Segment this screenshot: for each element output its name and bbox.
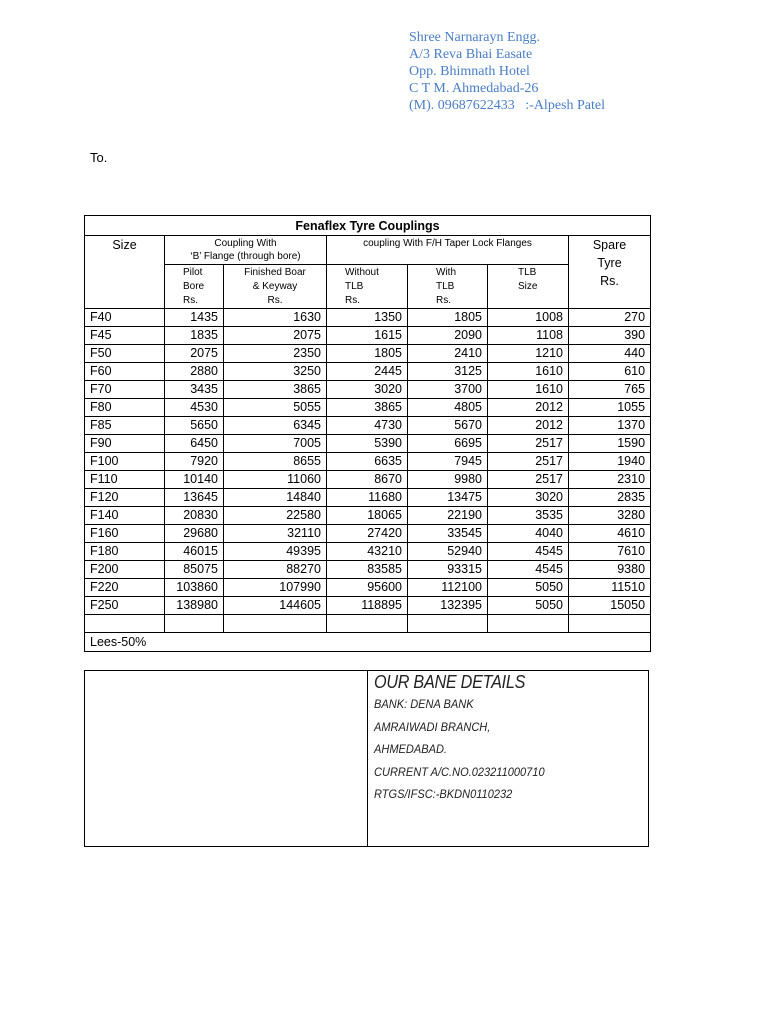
sender-line: (M). 09687622433 :-Alpesh Patel [409,98,605,113]
spare-tyre-header [569,236,651,309]
price-cell: 7945 [408,453,488,471]
size-cell: F180 [85,543,165,561]
size-cell: F110 [85,471,165,489]
bank-details-heading: OUR BANE DETAILS [374,672,526,692]
price-cell: 95600 [327,579,408,597]
size-cell: F70 [85,381,165,399]
price-cell: 8670 [327,471,408,489]
table-row [85,399,651,417]
tlb-size-header [488,265,569,309]
price-cell: 3865 [224,381,327,399]
price-cell: 33545 [408,525,488,543]
sub-header-line: Rs. [436,295,451,306]
to-label: To. [90,150,108,165]
bank-detail-line: AMRAIWADI BRANCH, [374,719,491,734]
price-cell: 4545 [488,543,569,561]
price-cell: 3020 [488,489,569,507]
price-cell: 144605 [224,597,327,615]
finished-boar-header [224,265,327,309]
price-cell: 83585 [327,561,408,579]
bank-box-divider [367,671,368,846]
size-cell: F160 [85,525,165,543]
size-cell: F85 [85,417,165,435]
spare-header-line: Spare [592,238,627,252]
price-cell: 20830 [165,507,224,525]
price-cell: 11510 [569,579,651,597]
price-cell: 52940 [408,543,488,561]
price-cell: 1210 [488,345,569,363]
price-cell: 610 [569,363,651,381]
bank-details [374,671,644,806]
price-cell: 49395 [224,543,327,561]
price-cell: 2012 [488,399,569,417]
price-cell: 43210 [327,543,408,561]
price-cell: 1630 [224,309,327,327]
table-row [85,345,651,363]
price-cell: 132395 [408,597,488,615]
size-cell: F250 [85,597,165,615]
bank-box [84,670,649,847]
price-cell: 6635 [327,453,408,471]
price-cell: 93315 [408,561,488,579]
b-flange-header-line1: Coupling With [214,238,277,249]
price-cell: 7920 [165,453,224,471]
price-cell: 32110 [224,525,327,543]
price-rows [85,309,651,615]
price-cell: 3020 [327,381,408,399]
price-cell: 4530 [165,399,224,417]
price-cell: 2310 [569,471,651,489]
price-cell: 7610 [569,543,651,561]
price-cell: 6345 [224,417,327,435]
price-cell: 765 [569,381,651,399]
spare-header-line: Tyre [597,256,622,270]
price-cell: 14840 [224,489,327,507]
price-cell: 1610 [488,381,569,399]
price-cell: 9980 [408,471,488,489]
bank-detail-line: AHMEDABAD. [374,742,448,756]
price-cell: 22580 [224,507,327,525]
sub-header-line: Size [518,281,538,292]
price-cell: 10140 [165,471,224,489]
bank-detail-line: BANK: DENA BANK [374,697,474,711]
table-row [85,579,651,597]
price-cell: 15050 [569,597,651,615]
price-cell: 3250 [224,363,327,381]
table-row [85,489,651,507]
price-cell: 1590 [569,435,651,453]
price-cell: 11680 [327,489,408,507]
sender-line: C T M. Ahmedabad-26 [409,81,539,96]
taper-lock-header: coupling With F/H Taper Lock Flanges [327,236,569,265]
price-cell: 85075 [165,561,224,579]
sub-header-line: & Keyway [252,281,298,292]
price-cell: 2012 [488,417,569,435]
price-cell: 112100 [408,579,488,597]
sub-header-line: TLB [345,281,364,292]
price-cell: 2410 [408,345,488,363]
price-cell: 13475 [408,489,488,507]
price-cell: 4040 [488,525,569,543]
sub-header-line: Bore [183,281,205,292]
price-cell: 3280 [569,507,651,525]
price-cell: 3535 [488,507,569,525]
size-cell: F80 [85,399,165,417]
price-cell: 1805 [327,345,408,363]
table-row [85,453,651,471]
empty-row [85,615,651,633]
sub-header-line: Rs. [267,295,283,306]
price-cell: 18065 [327,507,408,525]
size-cell: F60 [85,363,165,381]
sender-address [409,29,605,114]
price-cell: 1615 [327,327,408,345]
price-cell: 2880 [165,363,224,381]
price-cell: 5390 [327,435,408,453]
price-table [84,215,651,652]
price-cell: 2090 [408,327,488,345]
price-cell: 22190 [408,507,488,525]
price-cell: 4610 [569,525,651,543]
price-cell: 118895 [327,597,408,615]
price-cell: 3125 [408,363,488,381]
table-row [85,525,651,543]
sender-line: A/3 Reva Bhai Easate [409,47,533,62]
price-cell: 5670 [408,417,488,435]
price-cell: 29680 [165,525,224,543]
price-cell: 2350 [224,345,327,363]
table-row [85,327,651,345]
price-cell: 2445 [327,363,408,381]
size-cell: F120 [85,489,165,507]
price-cell: 7005 [224,435,327,453]
price-cell: 1835 [165,327,224,345]
price-cell: 6450 [165,435,224,453]
price-cell: 13645 [165,489,224,507]
sub-header-line: Pilot [183,267,203,278]
table-row [85,363,651,381]
price-cell: 1805 [408,309,488,327]
table-row [85,543,651,561]
price-cell: 1940 [569,453,651,471]
price-cell: 4730 [327,417,408,435]
bank-detail-line: CURRENT A/C.NO.023211000710 [374,764,545,779]
spare-header-line: Rs. [600,274,619,288]
price-cell: 1435 [165,309,224,327]
size-cell: F40 [85,309,165,327]
sub-header-line: Without [345,267,379,278]
table-title: Fenaflex Tyre Couplings [85,216,651,236]
price-cell: 27420 [327,525,408,543]
price-cell: 4545 [488,561,569,579]
price-cell: 2517 [488,453,569,471]
table-row [85,597,651,615]
b-flange-header [165,236,327,265]
price-cell: 1610 [488,363,569,381]
size-cell: F50 [85,345,165,363]
price-cell: 9380 [569,561,651,579]
sender-line: Shree Narnarayn Engg. [409,30,541,45]
size-cell: F220 [85,579,165,597]
pilot-bore-header [165,265,224,309]
sub-header-line: Finished Boar [244,267,306,278]
price-cell: 390 [569,327,651,345]
sub-header-line: With [436,267,456,278]
price-cell: 2075 [165,345,224,363]
table-row [85,381,651,399]
price-cell: 5050 [488,597,569,615]
price-cell: 11060 [224,471,327,489]
price-cell: 8655 [224,453,327,471]
size-cell: F45 [85,327,165,345]
price-cell: 2517 [488,471,569,489]
without-tlb-header [327,265,408,309]
b-flange-header-line2: ‘B’ Flange (through bore) [190,251,301,262]
bank-detail-line: RTGS/IFSC:-BKDN0110232 [374,787,513,801]
price-cell: 88270 [224,561,327,579]
price-cell: 1008 [488,309,569,327]
sub-header-line: Rs. [183,295,198,306]
size-cell: F100 [85,453,165,471]
price-cell: 1350 [327,309,408,327]
size-cell: F200 [85,561,165,579]
sub-header-line: TLB [518,267,537,278]
price-cell: 3435 [165,381,224,399]
size-cell: F90 [85,435,165,453]
sub-header-line: TLB [436,281,455,292]
price-cell: 440 [569,345,651,363]
table-row [85,435,651,453]
size-cell: F140 [85,507,165,525]
price-cell: 270 [569,309,651,327]
price-cell: 1370 [569,417,651,435]
price-cell: 107990 [224,579,327,597]
sub-header-line: Rs. [345,295,360,306]
price-cell: 5055 [224,399,327,417]
price-cell: 3865 [327,399,408,417]
table-row [85,417,651,435]
sender-line: Opp. Bhimnath Hotel [409,64,530,79]
price-cell: 5650 [165,417,224,435]
price-cell: 3700 [408,381,488,399]
price-cell: 2517 [488,435,569,453]
price-cell: 5050 [488,579,569,597]
price-cell: 138980 [165,597,224,615]
price-cell: 46015 [165,543,224,561]
price-cell: 2075 [224,327,327,345]
price-cell: 1108 [488,327,569,345]
table-row [85,561,651,579]
table-row [85,507,651,525]
table-row [85,309,651,327]
lees-note: Lees-50% [85,633,651,652]
with-tlb-header [408,265,488,309]
price-cell: 2835 [569,489,651,507]
price-cell: 6695 [408,435,488,453]
table-row [85,471,651,489]
price-cell: 103860 [165,579,224,597]
size-header: Size [85,236,165,309]
price-cell: 1055 [569,399,651,417]
price-cell: 4805 [408,399,488,417]
